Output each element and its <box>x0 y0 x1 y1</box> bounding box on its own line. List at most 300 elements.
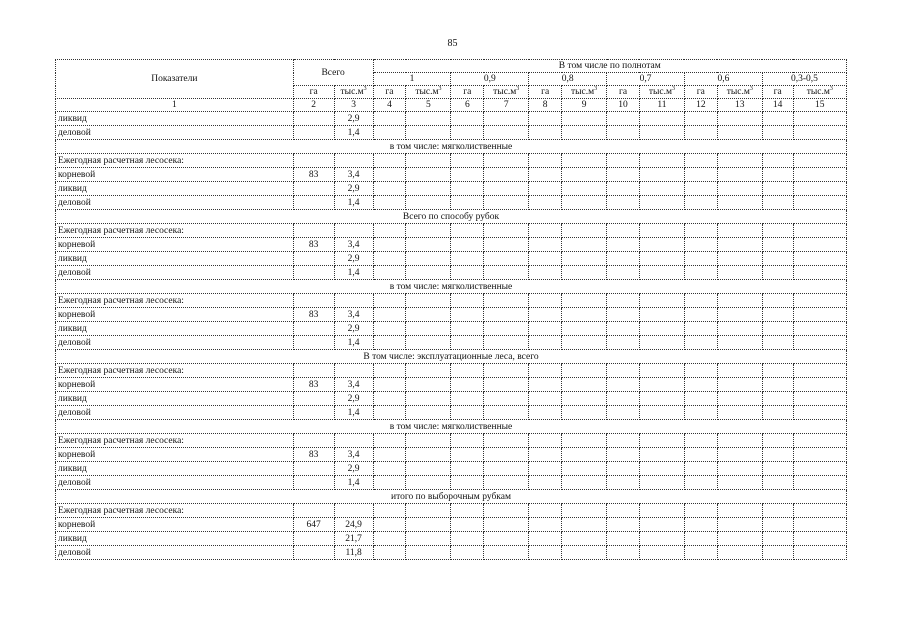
cell-empty <box>684 294 717 308</box>
cell-empty <box>406 364 451 378</box>
cell-empty <box>562 378 607 392</box>
row-label: деловой <box>56 126 294 140</box>
cell-empty <box>639 238 684 252</box>
cell-empty <box>793 112 846 126</box>
cell-empty <box>762 392 793 406</box>
section-label: в том числе: мягколиственные <box>56 140 847 154</box>
row-label: Ежегодная расчетная лесосека: <box>56 504 294 518</box>
cell-empty <box>529 154 562 168</box>
cell-empty <box>373 224 406 238</box>
cell-empty <box>639 294 684 308</box>
cell-empty <box>684 238 717 252</box>
cell-empty <box>684 518 717 532</box>
unit-volume-exponent: 3 <box>594 85 598 92</box>
unit-volume-exponent: 3 <box>749 85 753 92</box>
cell-empty <box>684 504 717 518</box>
cell-total-volume: 1,4 <box>334 196 373 210</box>
cell-empty <box>793 196 846 210</box>
section-label: Всего по способу рубок <box>56 210 847 224</box>
cell-empty <box>607 266 640 280</box>
cell-empty <box>762 406 793 420</box>
cell-empty <box>484 168 529 182</box>
cell-empty <box>762 238 793 252</box>
cell-empty <box>562 434 607 448</box>
cell-empty <box>529 434 562 448</box>
header-unit-ha: га <box>684 86 717 99</box>
header-column-numbers-row <box>56 99 847 112</box>
cell-empty <box>373 126 406 140</box>
cell-empty <box>562 406 607 420</box>
cell-empty <box>451 462 484 476</box>
cell-empty <box>793 238 846 252</box>
table-row <box>56 364 847 378</box>
cell-empty <box>717 406 762 420</box>
cell-total-ha: 83 <box>293 308 334 322</box>
cell-empty <box>762 322 793 336</box>
row-label: Ежегодная расчетная лесосека: <box>56 364 294 378</box>
cell-empty <box>373 518 406 532</box>
cell-empty <box>451 532 484 546</box>
cell-empty <box>484 476 529 490</box>
cell-empty <box>607 126 640 140</box>
cell-empty <box>717 308 762 322</box>
cell-empty <box>793 182 846 196</box>
section-row <box>56 210 847 224</box>
cell-empty <box>451 112 484 126</box>
cell-empty <box>451 434 484 448</box>
cell-total-volume: 2,9 <box>334 322 373 336</box>
cell-empty <box>607 308 640 322</box>
cell-empty <box>607 364 640 378</box>
cell-total-volume: 3,4 <box>334 238 373 252</box>
cell-empty <box>373 378 406 392</box>
cell-total-ha <box>293 476 334 490</box>
row-label: корневой <box>56 518 294 532</box>
cell-empty <box>562 238 607 252</box>
cell-empty <box>793 294 846 308</box>
cell-empty <box>451 546 484 560</box>
cell-empty <box>373 182 406 196</box>
row-label: ликвид <box>56 532 294 546</box>
cell-total-ha <box>293 322 334 336</box>
cell-empty <box>562 196 607 210</box>
cell-empty <box>484 294 529 308</box>
header-density: 0,8 <box>529 73 607 86</box>
cell-empty <box>451 504 484 518</box>
cell-empty <box>684 182 717 196</box>
cell-empty <box>639 196 684 210</box>
cell-empty <box>717 462 762 476</box>
cell-empty <box>607 154 640 168</box>
cell-empty <box>717 168 762 182</box>
header-unit-volume <box>717 86 762 99</box>
row-label: ликвид <box>56 182 294 196</box>
header-unit-ha: га <box>529 86 562 99</box>
cell-empty <box>529 308 562 322</box>
cell-empty <box>529 252 562 266</box>
cell-empty <box>717 126 762 140</box>
table-row <box>56 224 847 238</box>
cell-total-ha <box>293 224 334 238</box>
cell-total-volume <box>334 294 373 308</box>
cell-total-volume: 11,8 <box>334 546 373 560</box>
cell-empty <box>484 462 529 476</box>
cell-empty <box>406 266 451 280</box>
cell-empty <box>717 434 762 448</box>
cell-empty <box>451 182 484 196</box>
cell-empty <box>406 518 451 532</box>
cutting-area-table <box>55 59 847 560</box>
cell-empty <box>373 406 406 420</box>
cell-empty <box>717 532 762 546</box>
cell-empty <box>607 462 640 476</box>
table-row <box>56 378 847 392</box>
cell-empty <box>562 392 607 406</box>
cell-empty <box>684 154 717 168</box>
cell-empty <box>717 476 762 490</box>
cell-empty <box>607 406 640 420</box>
cell-empty <box>607 378 640 392</box>
cell-empty <box>717 224 762 238</box>
cell-empty <box>793 434 846 448</box>
cell-empty <box>762 504 793 518</box>
cell-total-volume <box>334 504 373 518</box>
cell-empty <box>406 224 451 238</box>
cell-empty <box>717 392 762 406</box>
cell-total-volume: 2,9 <box>334 112 373 126</box>
cell-empty <box>373 364 406 378</box>
cell-empty <box>529 112 562 126</box>
cell-empty <box>529 224 562 238</box>
cell-empty <box>717 546 762 560</box>
cell-empty <box>717 182 762 196</box>
cell-empty <box>793 168 846 182</box>
cell-empty <box>762 182 793 196</box>
cell-empty <box>373 392 406 406</box>
cell-total-volume: 1,4 <box>334 266 373 280</box>
cell-empty <box>607 238 640 252</box>
cell-empty <box>451 294 484 308</box>
row-label: корневой <box>56 448 294 462</box>
cell-empty <box>529 546 562 560</box>
cell-total-ha <box>293 434 334 448</box>
row-label: Ежегодная расчетная лесосека: <box>56 154 294 168</box>
cell-empty <box>639 168 684 182</box>
cell-empty <box>639 448 684 462</box>
cell-total-ha <box>293 364 334 378</box>
cell-empty <box>762 448 793 462</box>
cell-empty <box>762 546 793 560</box>
cell-empty <box>373 196 406 210</box>
cell-empty <box>684 224 717 238</box>
cell-total-ha <box>293 196 334 210</box>
table-row <box>56 546 847 560</box>
cell-empty <box>639 392 684 406</box>
cell-empty <box>793 266 846 280</box>
cell-empty <box>684 112 717 126</box>
table-header <box>56 60 847 112</box>
table-row <box>56 266 847 280</box>
cell-empty <box>373 308 406 322</box>
cell-empty <box>607 504 640 518</box>
row-label: корневой <box>56 308 294 322</box>
row-label: деловой <box>56 196 294 210</box>
cell-empty <box>762 364 793 378</box>
table-row <box>56 238 847 252</box>
cell-empty <box>762 532 793 546</box>
column-number: 4 <box>373 99 406 112</box>
row-label: Ежегодная расчетная лесосека: <box>56 224 294 238</box>
cell-empty <box>451 126 484 140</box>
unit-volume-exponent: 3 <box>438 85 442 92</box>
cell-empty <box>793 364 846 378</box>
unit-volume-base: тыс.м <box>493 87 517 97</box>
cell-empty <box>484 434 529 448</box>
table-row <box>56 112 847 126</box>
cell-empty <box>451 336 484 350</box>
cell-empty <box>793 308 846 322</box>
cell-empty <box>484 182 529 196</box>
cell-empty <box>684 546 717 560</box>
header-total: Всего <box>293 60 373 86</box>
header-indicator: Показатели <box>56 60 294 99</box>
cell-empty <box>562 476 607 490</box>
cell-empty <box>451 448 484 462</box>
header-density: 0,7 <box>607 73 685 86</box>
cell-empty <box>717 154 762 168</box>
cell-empty <box>607 224 640 238</box>
column-number: 8 <box>529 99 562 112</box>
cell-total-volume: 3,4 <box>334 308 373 322</box>
cell-empty <box>484 364 529 378</box>
cell-empty <box>762 476 793 490</box>
cell-empty <box>639 532 684 546</box>
section-row <box>56 490 847 504</box>
cell-empty <box>607 168 640 182</box>
cell-empty <box>684 308 717 322</box>
cell-empty <box>373 266 406 280</box>
unit-volume-base: тыс.м <box>571 87 595 97</box>
cell-total-volume: 21,7 <box>334 532 373 546</box>
cell-empty <box>373 504 406 518</box>
cell-empty <box>373 546 406 560</box>
page-number: 85 <box>447 38 458 49</box>
cell-empty <box>451 406 484 420</box>
cell-empty <box>484 322 529 336</box>
unit-volume-base: тыс.м <box>415 87 439 97</box>
cell-empty <box>639 112 684 126</box>
section-label: в том числе: мягколиственные <box>56 280 847 294</box>
cell-empty <box>639 364 684 378</box>
cell-empty <box>717 336 762 350</box>
cell-empty <box>484 518 529 532</box>
cell-empty <box>717 252 762 266</box>
column-number: 13 <box>717 99 762 112</box>
cell-empty <box>406 462 451 476</box>
header-unit-ha: га <box>451 86 484 99</box>
cell-empty <box>484 448 529 462</box>
cell-empty <box>406 294 451 308</box>
cell-empty <box>406 168 451 182</box>
cell-empty <box>562 546 607 560</box>
cell-empty <box>717 196 762 210</box>
cell-empty <box>406 182 451 196</box>
header-density: 0,9 <box>451 73 529 86</box>
column-number: 15 <box>793 99 846 112</box>
row-label: деловой <box>56 336 294 350</box>
cell-empty <box>639 308 684 322</box>
cell-empty <box>484 406 529 420</box>
cell-empty <box>406 238 451 252</box>
cell-empty <box>639 154 684 168</box>
cell-empty <box>684 322 717 336</box>
cell-empty <box>607 294 640 308</box>
cell-empty <box>793 378 846 392</box>
cell-total-volume: 2,9 <box>334 182 373 196</box>
table-row <box>56 434 847 448</box>
table-row <box>56 504 847 518</box>
cell-empty <box>484 308 529 322</box>
cell-total-volume: 2,9 <box>334 392 373 406</box>
cell-empty <box>793 476 846 490</box>
cell-empty <box>529 532 562 546</box>
cell-empty <box>451 224 484 238</box>
cell-empty <box>793 532 846 546</box>
row-label: Ежегодная расчетная лесосека: <box>56 434 294 448</box>
cell-empty <box>562 532 607 546</box>
cell-empty <box>762 308 793 322</box>
header-unit-ha: га <box>762 86 793 99</box>
cell-total-ha <box>293 546 334 560</box>
cell-empty <box>529 168 562 182</box>
cell-empty <box>373 462 406 476</box>
cell-empty <box>793 406 846 420</box>
cell-total-volume: 3,4 <box>334 378 373 392</box>
cell-empty <box>684 196 717 210</box>
cell-total-ha: 83 <box>293 448 334 462</box>
row-label: ликвид <box>56 112 294 126</box>
table-row <box>56 448 847 462</box>
table-row <box>56 252 847 266</box>
cell-empty <box>639 322 684 336</box>
column-number: 5 <box>406 99 451 112</box>
cell-empty <box>373 294 406 308</box>
cell-empty <box>762 336 793 350</box>
cell-total-ha: 647 <box>293 518 334 532</box>
cell-empty <box>762 378 793 392</box>
cell-empty <box>373 168 406 182</box>
section-row <box>56 140 847 154</box>
cell-empty <box>762 126 793 140</box>
cell-empty <box>529 462 562 476</box>
cell-empty <box>529 266 562 280</box>
header-density: 1 <box>373 73 451 86</box>
cell-empty <box>562 322 607 336</box>
cell-total-ha <box>293 406 334 420</box>
cell-total-ha <box>293 126 334 140</box>
row-label: корневой <box>56 238 294 252</box>
cell-empty <box>762 154 793 168</box>
table-row <box>56 182 847 196</box>
cell-empty <box>484 154 529 168</box>
column-number: 6 <box>451 99 484 112</box>
cell-empty <box>762 224 793 238</box>
cell-empty <box>406 546 451 560</box>
cell-empty <box>451 168 484 182</box>
cell-empty <box>484 532 529 546</box>
cell-empty <box>607 476 640 490</box>
unit-volume-base: тыс.м <box>648 87 672 97</box>
cell-empty <box>562 462 607 476</box>
cell-empty <box>562 126 607 140</box>
column-number: 3 <box>334 99 373 112</box>
cell-empty <box>406 434 451 448</box>
table-row <box>56 462 847 476</box>
cell-empty <box>451 518 484 532</box>
column-number: 2 <box>293 99 334 112</box>
row-label: деловой <box>56 546 294 560</box>
cell-empty <box>607 252 640 266</box>
cell-total-volume <box>334 434 373 448</box>
cell-total-volume: 3,4 <box>334 448 373 462</box>
cell-empty <box>639 126 684 140</box>
cell-empty <box>529 336 562 350</box>
cell-empty <box>562 168 607 182</box>
row-label: деловой <box>56 406 294 420</box>
cell-empty <box>607 434 640 448</box>
unit-volume-exponent: 3 <box>516 85 520 92</box>
cell-empty <box>562 224 607 238</box>
cell-empty <box>562 308 607 322</box>
cell-empty <box>529 196 562 210</box>
section-label: в том числе: мягколиственные <box>56 420 847 434</box>
cell-empty <box>451 196 484 210</box>
cell-empty <box>684 448 717 462</box>
header-unit-ha: га <box>373 86 406 99</box>
table-row <box>56 126 847 140</box>
cell-empty <box>717 238 762 252</box>
header-density: 0,3-0,5 <box>762 73 846 86</box>
cell-total-ha <box>293 392 334 406</box>
row-label: ликвид <box>56 322 294 336</box>
cell-empty <box>607 196 640 210</box>
cell-empty <box>484 336 529 350</box>
column-number: 10 <box>607 99 640 112</box>
unit-volume-exponent: 3 <box>671 85 675 92</box>
row-label: корневой <box>56 168 294 182</box>
cell-empty <box>484 546 529 560</box>
column-number: 11 <box>639 99 684 112</box>
cell-total-ha <box>293 112 334 126</box>
cell-empty <box>373 336 406 350</box>
cell-total-ha <box>293 182 334 196</box>
cell-empty <box>793 546 846 560</box>
cell-empty <box>406 532 451 546</box>
table-row <box>56 406 847 420</box>
header-unit-volume <box>484 86 529 99</box>
cell-total-ha: 83 <box>293 168 334 182</box>
cell-empty <box>406 112 451 126</box>
cell-total-ha <box>293 252 334 266</box>
cell-total-ha: 83 <box>293 238 334 252</box>
cell-empty <box>717 364 762 378</box>
cell-empty <box>451 252 484 266</box>
cell-total-volume: 2,9 <box>334 252 373 266</box>
column-number: 12 <box>684 99 717 112</box>
unit-volume-base: тыс.м <box>726 87 750 97</box>
row-label: ликвид <box>56 252 294 266</box>
cell-empty <box>529 448 562 462</box>
